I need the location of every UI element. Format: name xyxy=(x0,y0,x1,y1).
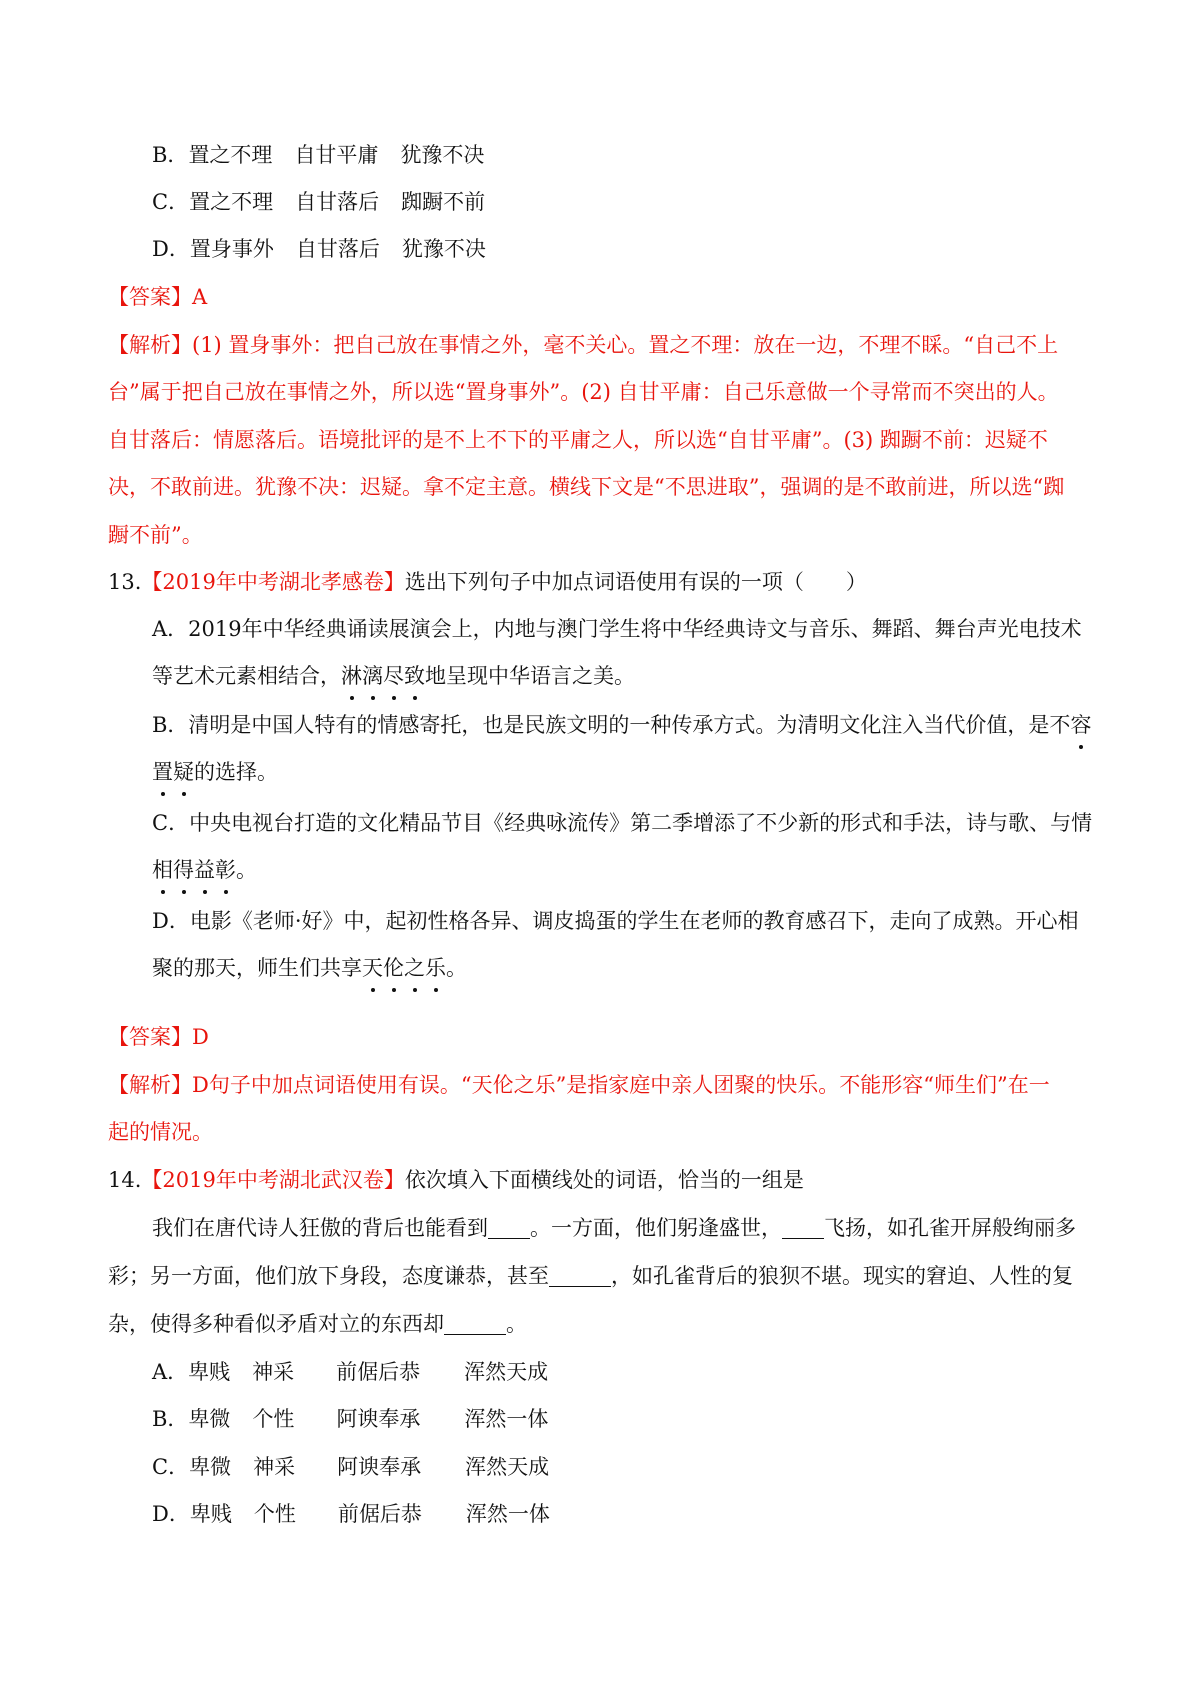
q14-passage-line-1 xyxy=(152,1213,1076,1243)
option-word: 踟蹰不前 xyxy=(401,190,486,214)
option-word: 前倨后恭 xyxy=(337,1502,422,1526)
option-word: 个性 xyxy=(253,1502,296,1526)
q13-option-d-line-2 xyxy=(152,953,467,983)
option-word: 自甘落后 xyxy=(295,237,380,261)
dotted-char: 天 xyxy=(362,953,383,983)
dotted-char: 之 xyxy=(404,953,425,983)
passage-text: ，如孔雀背后的狼狈不堪。现实的窘迫、人性的复 xyxy=(611,1264,1073,1288)
answer-tag: 【答案】 xyxy=(108,1025,192,1049)
option-word: 神采 xyxy=(252,1360,295,1384)
analysis-text: 决，不敢前进。犹豫不决：迟疑。拿不定主意。横线下文是“不思进取”，强调的是不敢前进，所以选“踟 xyxy=(108,475,1065,499)
option-word: 卑微 xyxy=(189,1455,232,1479)
question-number: 13. xyxy=(108,570,142,594)
fill-blank-4 xyxy=(444,1312,506,1335)
q13-option-a-line-2 xyxy=(152,661,635,691)
q14-option-b xyxy=(152,1404,548,1434)
q12-analysis-line-2 xyxy=(108,377,1059,407)
analysis-tag: 【解析】 xyxy=(108,1073,192,1097)
option-word: 卑贱 xyxy=(188,1360,231,1384)
answer-tag: 【答案】 xyxy=(108,285,192,309)
option-text: A．2019年中华经典诵读展演会上，内地与澳门学生将中华经典诗文与音乐、舞蹈、舞台声光电技术 xyxy=(152,617,1082,641)
analysis-tag: 【解析】 xyxy=(108,333,192,357)
question-source: 【2019年中考湖北孝感卷】 xyxy=(141,570,405,594)
dotted-char: 置 xyxy=(152,757,173,787)
fill-blank-2 xyxy=(782,1216,824,1239)
option-word: 置之不理 xyxy=(188,143,273,167)
q13-stem xyxy=(108,567,867,597)
option-word: 浑然一体 xyxy=(465,1502,550,1526)
q12-option-b xyxy=(152,140,484,170)
dotted-char: 容 xyxy=(1070,710,1091,740)
option-word: 浑然天成 xyxy=(465,1455,550,1479)
analysis-text: (1) 置身事外：把自己放在事情之外，毫不关心。置之不理：放在一边，不理不睬。“自己不上 xyxy=(192,333,1059,357)
option-word: 犹豫不决 xyxy=(401,237,486,261)
option-word: 浑然一体 xyxy=(464,1407,549,1431)
analysis-text: D句子中加点词语使用有误。“天伦之乐”是指家庭中亲人团聚的快乐。不能形容“师生们”在一 xyxy=(192,1073,1050,1097)
option-text: 地呈现中华语言之美。 xyxy=(425,664,635,688)
q13-option-b-line-1 xyxy=(152,710,1091,740)
option-label: D． xyxy=(152,1502,190,1526)
fill-blank-1 xyxy=(488,1216,530,1239)
option-text: 聚的那天，师生们共享 xyxy=(152,956,362,980)
dotted-char: 益 xyxy=(194,855,215,885)
q13-option-c-line-2 xyxy=(152,855,257,885)
q12-analysis-line-3 xyxy=(108,425,1048,455)
option-word: 置身事外 xyxy=(189,237,274,261)
analysis-text: 起的情况。 xyxy=(108,1120,213,1144)
option-word: 个性 xyxy=(252,1407,295,1431)
option-label: B． xyxy=(152,1407,189,1431)
q12-option-c xyxy=(152,187,485,217)
option-word: 自甘平庸 xyxy=(294,143,379,167)
q12-analysis-line-4 xyxy=(108,472,1064,502)
q14-option-c xyxy=(152,1452,549,1482)
option-text: 。 xyxy=(446,956,467,980)
fill-blank-3 xyxy=(549,1264,611,1287)
question-number: 14. xyxy=(108,1168,142,1192)
q12-analysis-line-5 xyxy=(108,520,203,550)
option-text: 的选择。 xyxy=(194,760,278,784)
option-text: 。 xyxy=(236,858,257,882)
option-word: 置之不理 xyxy=(189,190,274,214)
analysis-text: 自甘落后：情愿落后。语境批评的是不上不下的平庸之人，所以选“自甘平庸”。(3) 踟蹰不前：迟疑不 xyxy=(108,428,1048,452)
q12-analysis-line-1 xyxy=(108,330,1058,360)
q13-option-c-line-1 xyxy=(152,808,1092,838)
dotted-char: 致 xyxy=(404,661,425,691)
passage-text: 我们在唐代诗人狂傲的背后也能看到 xyxy=(152,1216,488,1240)
option-label: C． xyxy=(152,190,190,214)
q14-passage-line-3 xyxy=(108,1309,527,1339)
option-word: 卑微 xyxy=(188,1407,231,1431)
option-word: 浑然天成 xyxy=(464,1360,549,1384)
option-word: 自甘落后 xyxy=(295,190,380,214)
passage-text: 彩；另一方面，他们放下身段，态度谦恭，甚至 xyxy=(108,1264,549,1288)
q13-analysis-line-1 xyxy=(108,1070,1050,1100)
dotted-char: 疑 xyxy=(173,757,194,787)
option-label: B． xyxy=(152,143,189,167)
q12-option-d xyxy=(152,234,486,264)
q12-answer xyxy=(108,282,207,312)
option-word: 阿谀奉承 xyxy=(336,1407,421,1431)
passage-text: 杂，使得多种看似矛盾对立的东西却 xyxy=(108,1312,444,1336)
dotted-char: 得 xyxy=(173,855,194,885)
dotted-char: 尽 xyxy=(383,661,404,691)
question-stem: 选出下列句子中加点词语使用有误的一项（ ） xyxy=(404,570,867,594)
dotted-char: 漓 xyxy=(362,661,383,691)
option-text: 等艺术元素相结合， xyxy=(152,664,341,688)
option-text: B．清明是中国人特有的情感寄托，也是民族文明的一种传承方式。为清明文化注入当代价值，是不 xyxy=(152,713,1071,737)
q13-answer xyxy=(108,1022,209,1052)
option-label: C． xyxy=(152,1455,190,1479)
option-text: D．电影《老师·好》中，起初性格各异、调皮捣蛋的学生在老师的教育感召下，走向了成熟。开心相 xyxy=(152,909,1079,933)
option-word: 犹豫不决 xyxy=(400,143,485,167)
dotted-char: 乐 xyxy=(425,953,446,983)
dotted-char: 伦 xyxy=(383,953,404,983)
passage-text: 。一方面，他们躬逢盛世， xyxy=(530,1216,782,1240)
option-label: A． xyxy=(152,1360,189,1384)
dotted-char: 彰 xyxy=(215,855,236,885)
option-text: C．中央电视台打造的文化精品节目《经典咏流传》第二季增添了不少新的形式和手法，诗与歌、与情 xyxy=(152,811,1093,835)
analysis-text: 蹰不前”。 xyxy=(108,523,203,547)
q13-option-b-line-2 xyxy=(152,757,278,787)
q14-option-d xyxy=(152,1499,550,1529)
option-word: 阿谀奉承 xyxy=(337,1455,422,1479)
q13-analysis-line-2 xyxy=(108,1117,213,1147)
option-word: 神采 xyxy=(253,1455,296,1479)
analysis-text: 台”属于把自己放在事情之外，所以选“置身事外”。(2) 自甘平庸：自己乐意做一个寻常而不突出的人。 xyxy=(108,380,1059,404)
q14-option-a xyxy=(152,1357,548,1387)
answer-value: D xyxy=(192,1025,209,1049)
question-stem: 依次填入下面横线处的词语，恰当的一组是 xyxy=(404,1168,804,1192)
dotted-char: 相 xyxy=(152,855,173,885)
option-label: D． xyxy=(152,237,190,261)
q13-option-d-line-1 xyxy=(152,906,1079,936)
question-source: 【2019年中考湖北武汉卷】 xyxy=(141,1168,405,1192)
answer-value: A xyxy=(192,285,208,309)
option-word: 前倨后恭 xyxy=(336,1360,421,1384)
passage-text: 。 xyxy=(506,1312,527,1336)
passage-text: 飞扬，如孔雀开屏般绚丽多 xyxy=(824,1216,1076,1240)
q14-stem xyxy=(108,1165,804,1195)
option-word: 卑贱 xyxy=(189,1502,232,1526)
q14-passage-line-2 xyxy=(108,1261,1073,1291)
q13-option-a-line-1 xyxy=(152,614,1082,644)
dotted-char: 淋 xyxy=(341,661,362,691)
